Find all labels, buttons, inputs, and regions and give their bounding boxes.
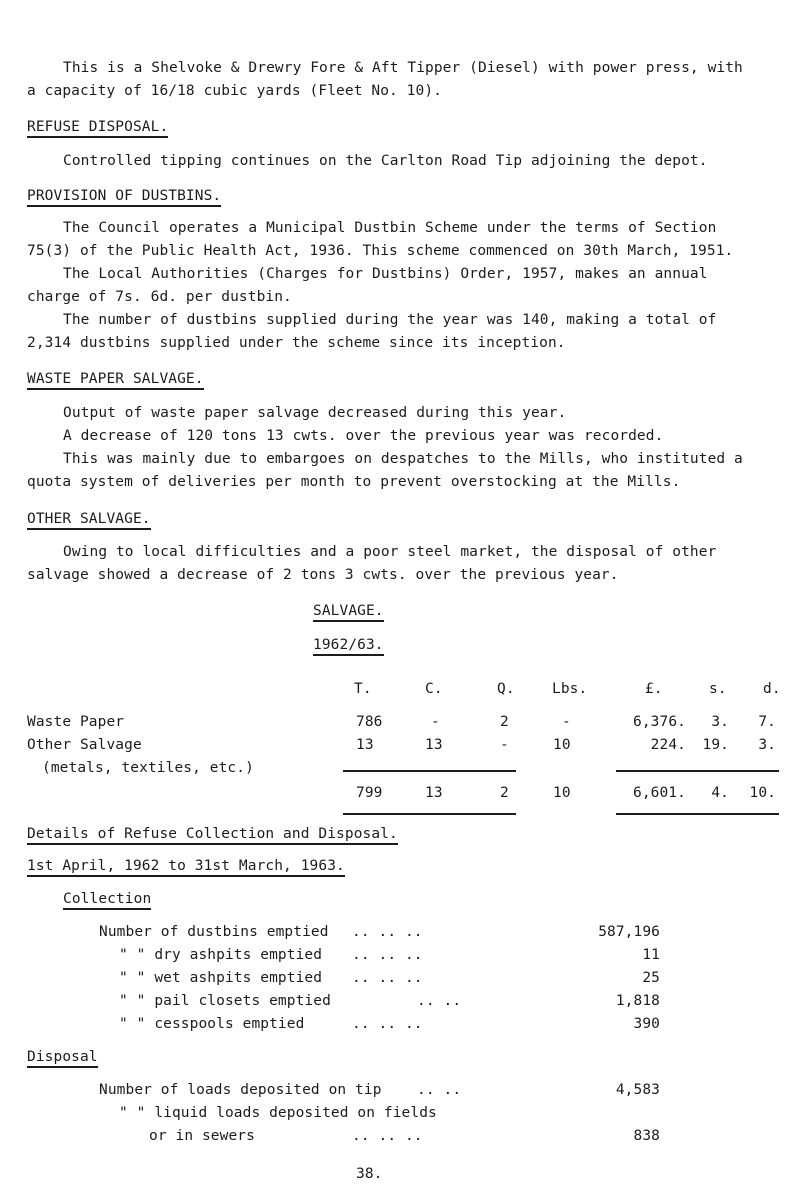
disposal-label: or in sewers bbox=[149, 1128, 255, 1144]
total-shillings: 4. bbox=[711, 785, 729, 801]
cell-tons: 786 bbox=[356, 714, 383, 730]
col-header-lbs: Lbs. bbox=[552, 681, 588, 697]
cell-pence: 7. bbox=[758, 714, 776, 730]
collection-value: 25 bbox=[642, 970, 660, 986]
cell-cwt: 13 bbox=[425, 737, 443, 753]
waste-paper-line: quota system of deliveries per month to prevent overstocking at the Mills. bbox=[27, 474, 681, 490]
total-lbs: 10 bbox=[553, 785, 571, 801]
collection-dots: .. .. .. bbox=[352, 947, 423, 963]
waste-paper-line: Output of waste paper salvage decreased during this year. bbox=[63, 405, 567, 421]
cell-shillings: 3. bbox=[711, 714, 729, 730]
details-heading: Details of Refuse Collection and Disposal. bbox=[27, 826, 398, 845]
disposal-label: " " liquid loads deposited on fields bbox=[119, 1105, 437, 1121]
dustbins-line: 75(3) of the Public Health Act, 1936. This scheme commenced on 30th March, 1951. bbox=[27, 243, 734, 259]
collection-label: Number of dustbins emptied bbox=[99, 924, 329, 940]
waste-paper-line: A decrease of 120 tons 13 cwts. over the previous year was recorded. bbox=[63, 428, 664, 444]
cell-cwt: - bbox=[431, 714, 440, 730]
cell-qtr: 2 bbox=[500, 714, 509, 730]
details-period: 1st April, 1962 to 31st March, 1963. bbox=[27, 858, 345, 877]
intro-line-2: a capacity of 16/18 cubic yards (Fleet No. 10). bbox=[27, 83, 442, 99]
col-header-tons: T. bbox=[354, 681, 372, 697]
dustbins-line: The number of dustbins supplied during the year was 140, making a total of bbox=[63, 312, 717, 328]
collection-value: 587,196 bbox=[598, 924, 660, 940]
other-salvage-heading: OTHER SALVAGE. bbox=[27, 511, 151, 530]
salvage-table-subtitle: 1962/63. bbox=[313, 637, 384, 656]
total-tons: 799 bbox=[356, 785, 383, 801]
disposal-dots: .. .. bbox=[417, 1082, 462, 1098]
total-underline-quantity bbox=[343, 813, 516, 815]
dustbins-line: charge of 7s. 6d. per dustbin. bbox=[27, 289, 292, 305]
intro-line-1: This is a Shelvoke & Drewry Fore & Aft Tipper (Diesel) with power press, with bbox=[63, 60, 743, 76]
waste-paper-line: This was mainly due to embargoes on despatches to the Mills, who instituted a bbox=[63, 451, 743, 467]
salvage-table-title: SALVAGE. bbox=[313, 603, 384, 622]
cell-pounds: 224. bbox=[650, 737, 686, 753]
disposal-value: 4,583 bbox=[615, 1082, 660, 1098]
cell-lbs: - bbox=[562, 714, 571, 730]
collection-dots: .. .. .. bbox=[352, 970, 423, 986]
row-label: Waste Paper bbox=[27, 714, 125, 730]
collection-label: " " wet ashpits emptied bbox=[119, 970, 323, 986]
cell-qtr: - bbox=[500, 737, 509, 753]
col-header-pounds: £. bbox=[645, 681, 663, 697]
cell-tons: 13 bbox=[356, 737, 374, 753]
collection-value: 390 bbox=[633, 1016, 660, 1032]
collection-heading: Collection bbox=[63, 891, 151, 910]
col-header-pence: d. bbox=[763, 681, 781, 697]
other-salvage-line: Owing to local difficulties and a poor steel market, the disposal of other bbox=[63, 544, 717, 560]
disposal-dots: .. .. .. bbox=[352, 1128, 423, 1144]
total-rule-value bbox=[616, 770, 779, 772]
refuse-disposal-text: Controlled tipping continues on the Carlton Road Tip adjoining the depot. bbox=[63, 153, 708, 169]
collection-dots: .. .. .. bbox=[352, 924, 423, 940]
total-pence: 10. bbox=[749, 785, 776, 801]
page-number: 38. bbox=[356, 1166, 383, 1182]
dustbins-line: The Council operates a Municipal Dustbin Scheme under the terms of Section bbox=[63, 220, 717, 236]
cell-lbs: 10 bbox=[553, 737, 571, 753]
cell-pounds: 6,376. bbox=[633, 714, 686, 730]
other-salvage-line: salvage showed a decrease of 2 tons 3 cwts. over the previous year. bbox=[27, 567, 619, 583]
disposal-value: 838 bbox=[633, 1128, 660, 1144]
col-header-qtr: Q. bbox=[497, 681, 515, 697]
cell-shillings: 19. bbox=[702, 737, 729, 753]
collection-label: " " dry ashpits emptied bbox=[119, 947, 323, 963]
total-rule-quantity bbox=[343, 770, 516, 772]
row-label-detail: (metals, textiles, etc.) bbox=[42, 760, 254, 776]
collection-dots: .. .. bbox=[417, 993, 462, 1009]
collection-label: " " cesspools emptied bbox=[119, 1016, 305, 1032]
disposal-label: Number of loads deposited on tip bbox=[99, 1082, 382, 1098]
total-underline-value bbox=[616, 813, 779, 815]
refuse-disposal-heading: REFUSE DISPOSAL. bbox=[27, 119, 168, 138]
total-qtr: 2 bbox=[500, 785, 509, 801]
dustbins-heading: PROVISION OF DUSTBINS. bbox=[27, 188, 221, 207]
disposal-heading: Disposal bbox=[27, 1049, 98, 1068]
col-header-shillings: s. bbox=[709, 681, 727, 697]
total-cwt: 13 bbox=[425, 785, 443, 801]
row-label: Other Salvage bbox=[27, 737, 142, 753]
dustbins-line: The Local Authorities (Charges for Dustbins) Order, 1957, makes an annual bbox=[63, 266, 708, 282]
collection-dots: .. .. .. bbox=[352, 1016, 423, 1032]
dustbins-line: 2,314 dustbins supplied under the scheme since its inception. bbox=[27, 335, 566, 351]
waste-paper-heading: WASTE PAPER SALVAGE. bbox=[27, 371, 204, 390]
col-header-cwt: C. bbox=[425, 681, 443, 697]
collection-label: " " pail closets emptied bbox=[119, 993, 331, 1009]
collection-value: 1,818 bbox=[615, 993, 660, 1009]
collection-value: 11 bbox=[642, 947, 660, 963]
cell-pence: 3. bbox=[758, 737, 776, 753]
total-pounds: 6,601. bbox=[633, 785, 686, 801]
